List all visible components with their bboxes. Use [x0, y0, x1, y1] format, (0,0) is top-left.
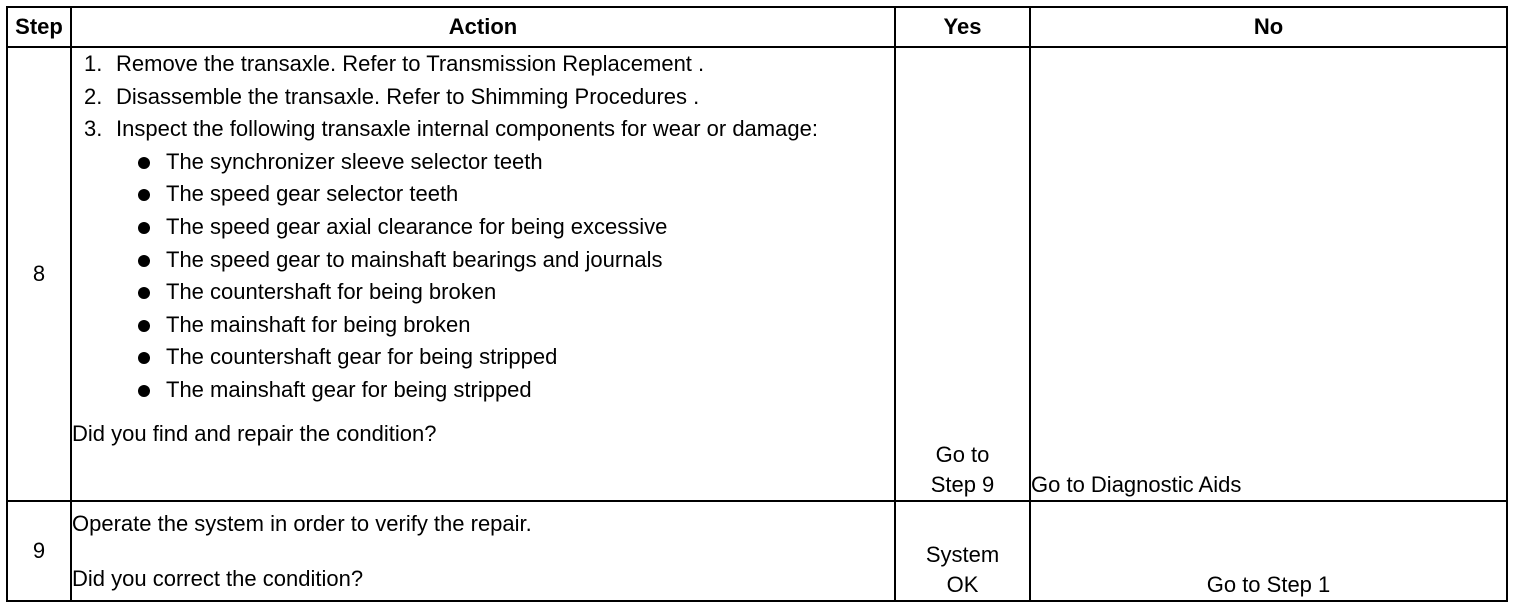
yes-line: Step 9: [930, 472, 995, 497]
procedure-number: 3.: [84, 116, 103, 142]
step-number: 8: [7, 47, 71, 501]
procedure-item: [72, 81, 894, 114]
table-row-step-8: [7, 47, 1507, 501]
procedure-number: 2.: [84, 83, 103, 109]
yes-cell: [895, 47, 1030, 501]
yes-line: OK: [946, 572, 979, 597]
action-cell: [71, 47, 895, 501]
header-no: No: [1030, 7, 1507, 47]
component-item: The countershaft for being broken: [116, 276, 894, 309]
diagnostic-table: [6, 6, 1508, 602]
header-yes: Yes: [895, 7, 1030, 47]
no-cell: [1030, 501, 1507, 601]
procedure-text: Inspect the following transaxle internal components for wear or damage:: [116, 116, 818, 142]
question-text: Did you correct the condition?: [72, 565, 364, 591]
table-row-step-9: [7, 501, 1507, 601]
component-list: [116, 146, 894, 407]
yes-line: System: [925, 542, 1000, 567]
question-text: Did you find and repair the condition?: [72, 420, 437, 446]
no-text: Go to Diagnostic Aids: [1031, 472, 1242, 497]
procedure-item: [72, 113, 894, 406]
procedure-text: Remove the transaxle. Refer to Transmission Replacement .: [116, 51, 705, 76]
header-row: [7, 7, 1507, 47]
no-text: Go to Step 1: [1206, 572, 1331, 597]
yes-line: Go to: [935, 442, 990, 467]
spacer: [72, 541, 894, 563]
instruction-text: Operate the system in order to verify the repair.: [72, 511, 532, 536]
component-item: The mainshaft for being broken: [116, 309, 894, 342]
component-item: The speed gear to mainshaft bearings and journals: [116, 244, 894, 277]
yes-cell: [895, 501, 1030, 601]
header-step: Step: [7, 7, 71, 47]
procedure-text: Disassemble the transaxle. Refer to Shimming Procedures .: [116, 83, 700, 109]
no-cell: [1030, 47, 1507, 501]
component-item: The speed gear axial clearance for being excessive: [116, 211, 894, 244]
procedure-list: [72, 48, 894, 407]
component-item: The mainshaft gear for being stripped: [116, 374, 894, 407]
header-action: Action: [71, 7, 895, 47]
action-cell: [71, 501, 895, 601]
procedure-item: [72, 48, 894, 81]
procedure-number: 1.: [84, 51, 103, 76]
component-item: The countershaft gear for being stripped: [116, 341, 894, 374]
step-number: 9: [7, 501, 71, 601]
component-item: The synchronizer sleeve selector teeth: [116, 146, 894, 179]
component-item: The speed gear selector teeth: [116, 178, 894, 211]
